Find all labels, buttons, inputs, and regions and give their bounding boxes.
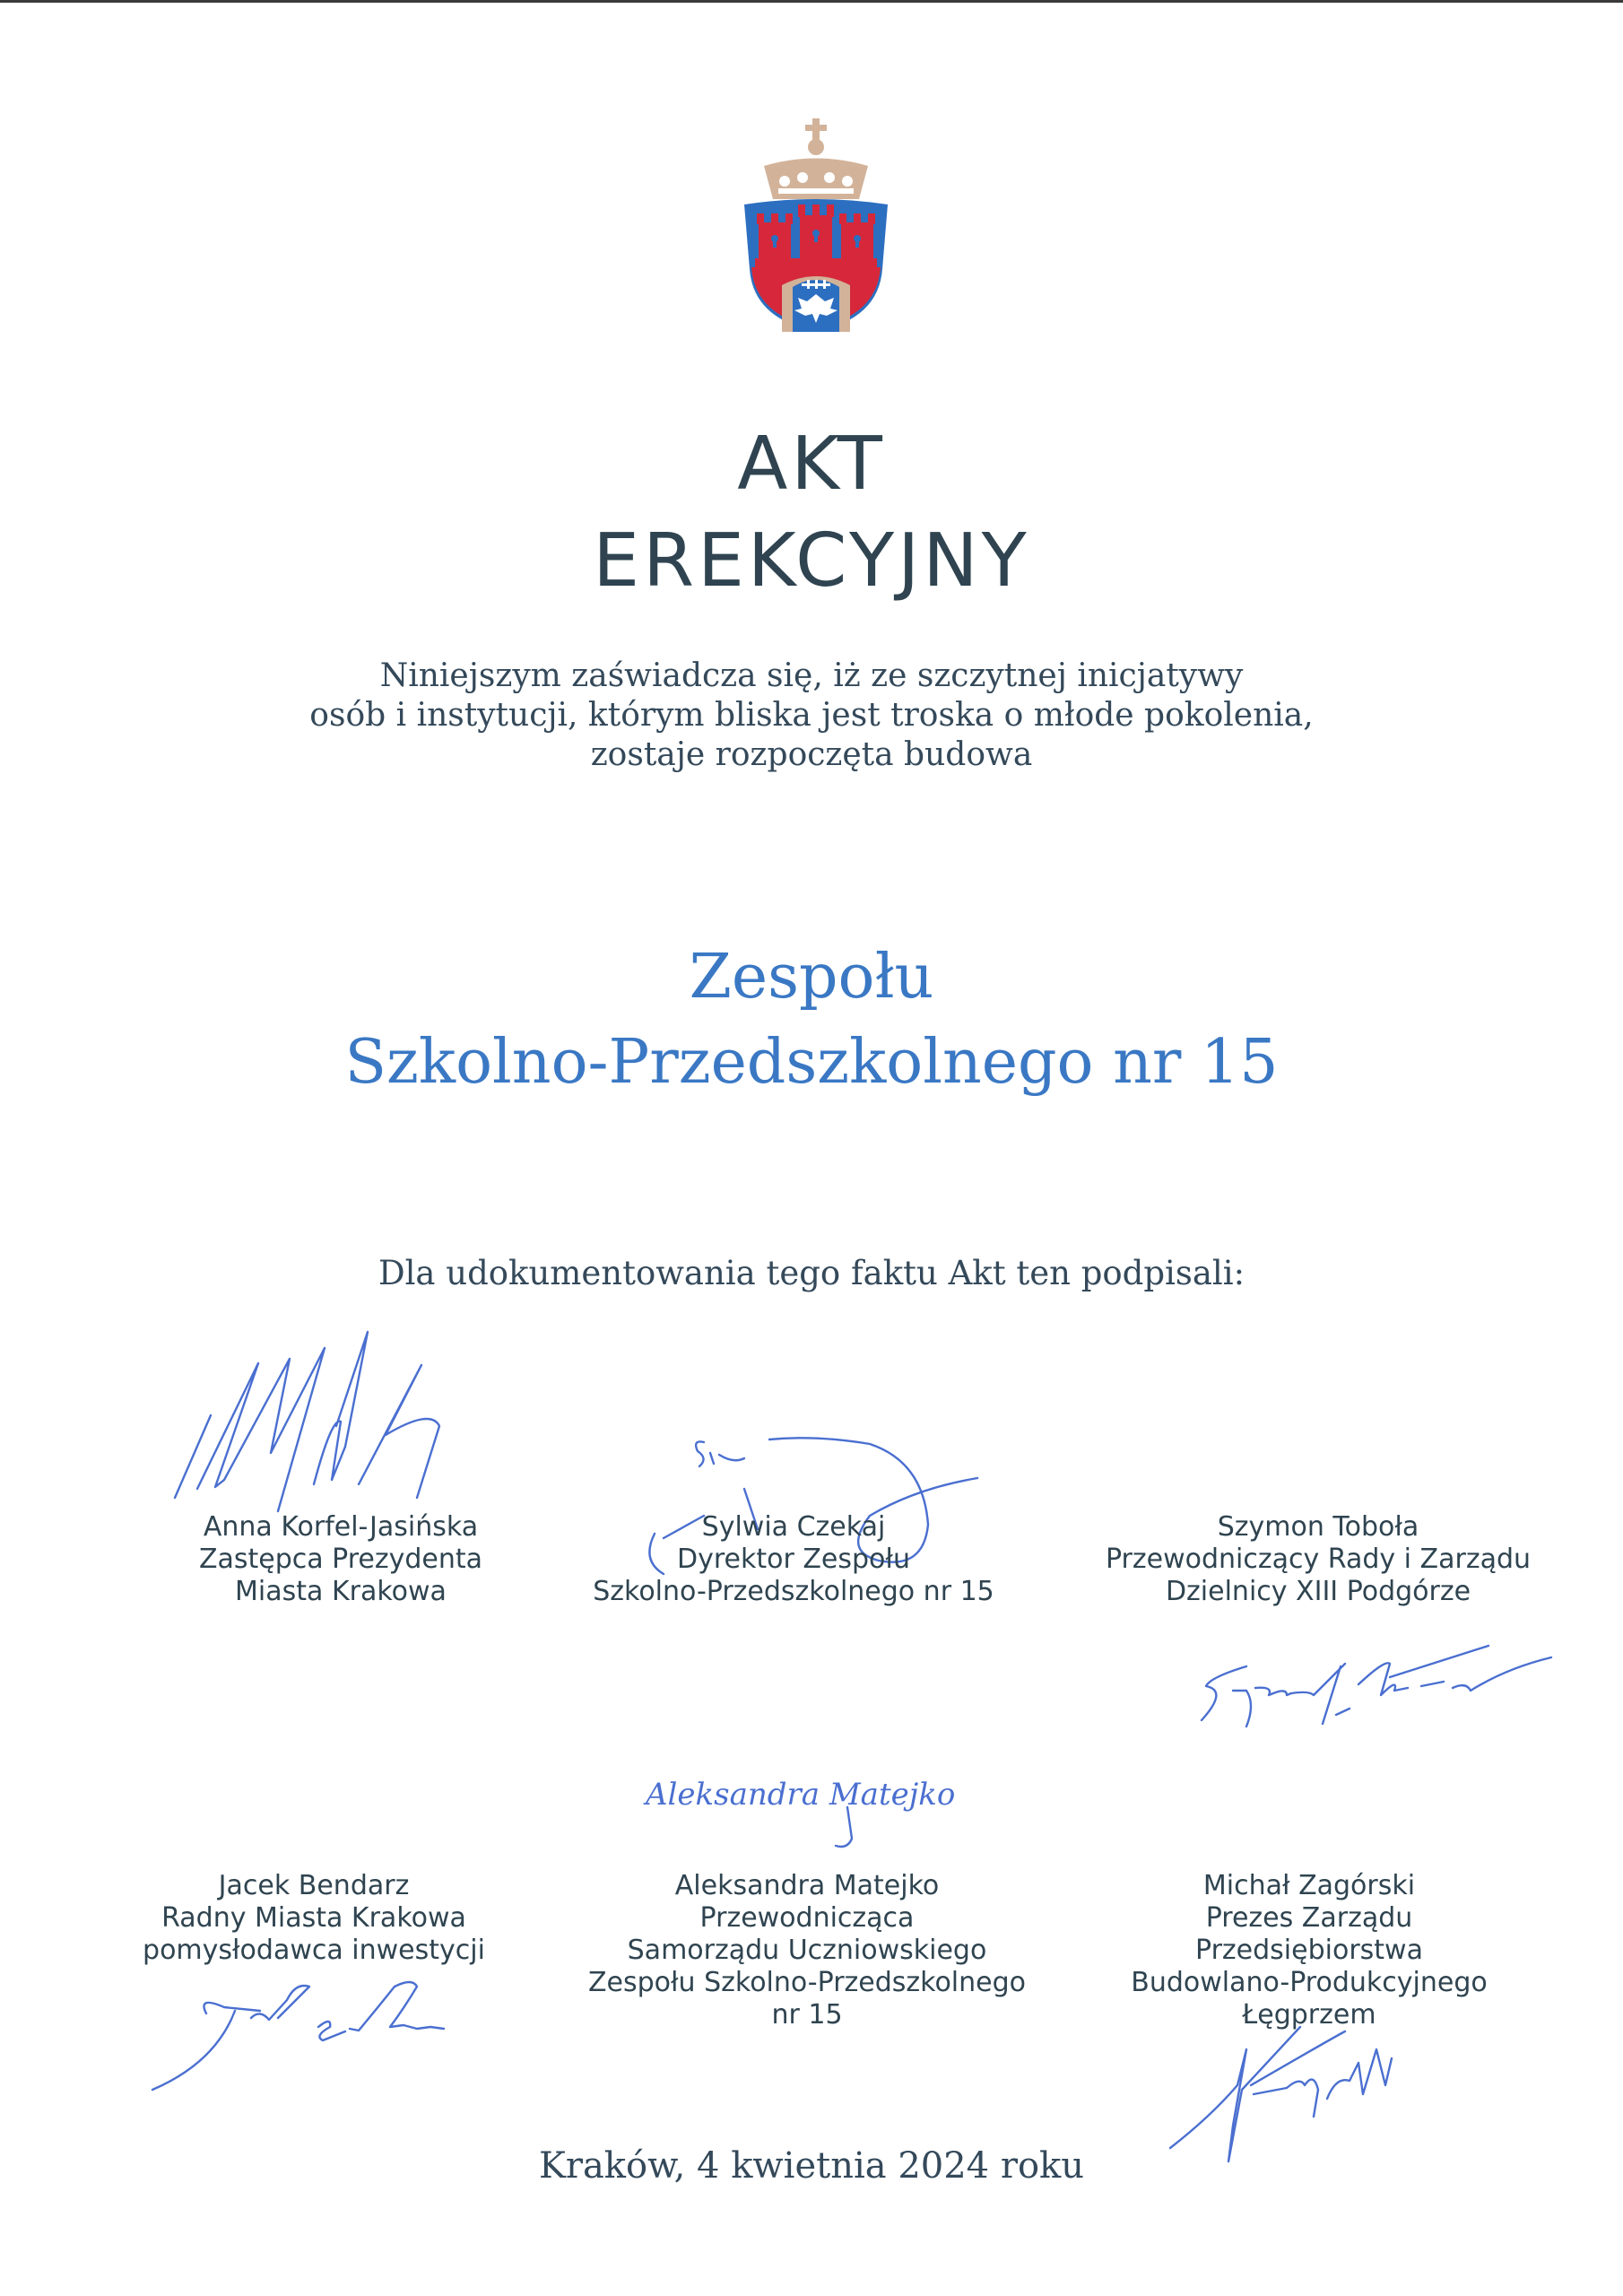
signatory-zagorski bbox=[1076, 1870, 1542, 2031]
signature-bendarz bbox=[135, 1955, 493, 2099]
signatory-title: Zespołu Szkolno-Przedszkolnego bbox=[587, 1967, 1027, 1998]
signatory-title: pomysłodawca inwestycji bbox=[143, 1935, 485, 1966]
signatory-title: Dzielnicy XIII Podgórze bbox=[1165, 1576, 1471, 1607]
signatory-name: Anna Korfel-Jasińska bbox=[203, 1511, 479, 1543]
witness-statement: Dla udokumentowania tego faktu Akt ten podpisali: bbox=[378, 1254, 1245, 1292]
signatory-name: Michał Zagórski bbox=[1202, 1870, 1416, 1901]
crown-icon bbox=[764, 118, 868, 199]
signatory-title: Prezes Zarządu bbox=[1205, 1902, 1413, 1934]
signatory-title: Łęgprzem bbox=[1242, 1999, 1376, 2031]
signatory-matejko bbox=[529, 1870, 1085, 2031]
signatory-title: Miasta Krakowa bbox=[235, 1576, 447, 1607]
signatory-title: Samorządu Uczniowskiego bbox=[627, 1935, 987, 1966]
signatory-name: Sylwia Czekaj bbox=[701, 1511, 886, 1543]
signatory-tobola bbox=[1049, 1511, 1587, 1608]
intro-line: Niniejszym zaświadcza się, iż ze szczytnej inicjatywy bbox=[379, 657, 1244, 694]
signatory-bendarz bbox=[90, 1870, 538, 1967]
scan-edge bbox=[0, 0, 1623, 3]
signatory-name: Aleksandra Matejko bbox=[674, 1870, 940, 1901]
handwritten-signature-text: Aleksandra Matejko bbox=[646, 1777, 956, 1813]
signatory-title: nr 15 bbox=[771, 1999, 843, 2031]
signatory-korfel-jasinska bbox=[117, 1511, 565, 1608]
signatory-title: Zastępca Prezydenta bbox=[198, 1544, 483, 1575]
signatory-czekaj bbox=[529, 1511, 1058, 1608]
signature-matejko bbox=[628, 1749, 968, 1857]
signature-tobola bbox=[1166, 1641, 1578, 1758]
intro-line: zostaje rozpoczęta budowa bbox=[590, 736, 1033, 773]
signatory-name: Szymon Toboła bbox=[1217, 1511, 1419, 1543]
krakow-coat-of-arms-icon bbox=[735, 117, 897, 336]
signatory-title: Przewodnicząca bbox=[699, 1902, 915, 1934]
signature-korfel-jasinska bbox=[161, 1318, 520, 1534]
signatory-title: Przewodniczący Rady i Zarządu bbox=[1105, 1544, 1532, 1575]
signatory-title: Radny Miasta Krakowa bbox=[161, 1902, 466, 1934]
document-title-line-2: EREKCYJNY bbox=[593, 518, 1030, 604]
place-and-date: Kraków, 4 kwietnia 2024 roku bbox=[538, 2145, 1085, 2187]
intro-paragraph bbox=[0, 657, 1623, 775]
signatory-title: Budowlano-Produkcyjnego bbox=[1131, 1967, 1488, 1998]
signatory-name: Jacek Bendarz bbox=[218, 1870, 410, 1901]
school-name-line-2: Szkolno-Przedszkolnego nr 15 bbox=[344, 1027, 1279, 1098]
document-title-line-1: AKT bbox=[737, 422, 886, 507]
signatory-title: Dyrektor Zespołu bbox=[677, 1544, 910, 1575]
school-name-line-1: Zespołu bbox=[689, 942, 934, 1013]
signatory-title: Szkolno-Przedszkolnego nr 15 bbox=[593, 1576, 994, 1607]
signatory-title: Przedsiębiorstwa bbox=[1195, 1935, 1423, 1966]
intro-line: osób i instytucji, którym bliska jest troska o młode pokolenia, bbox=[309, 697, 1314, 734]
